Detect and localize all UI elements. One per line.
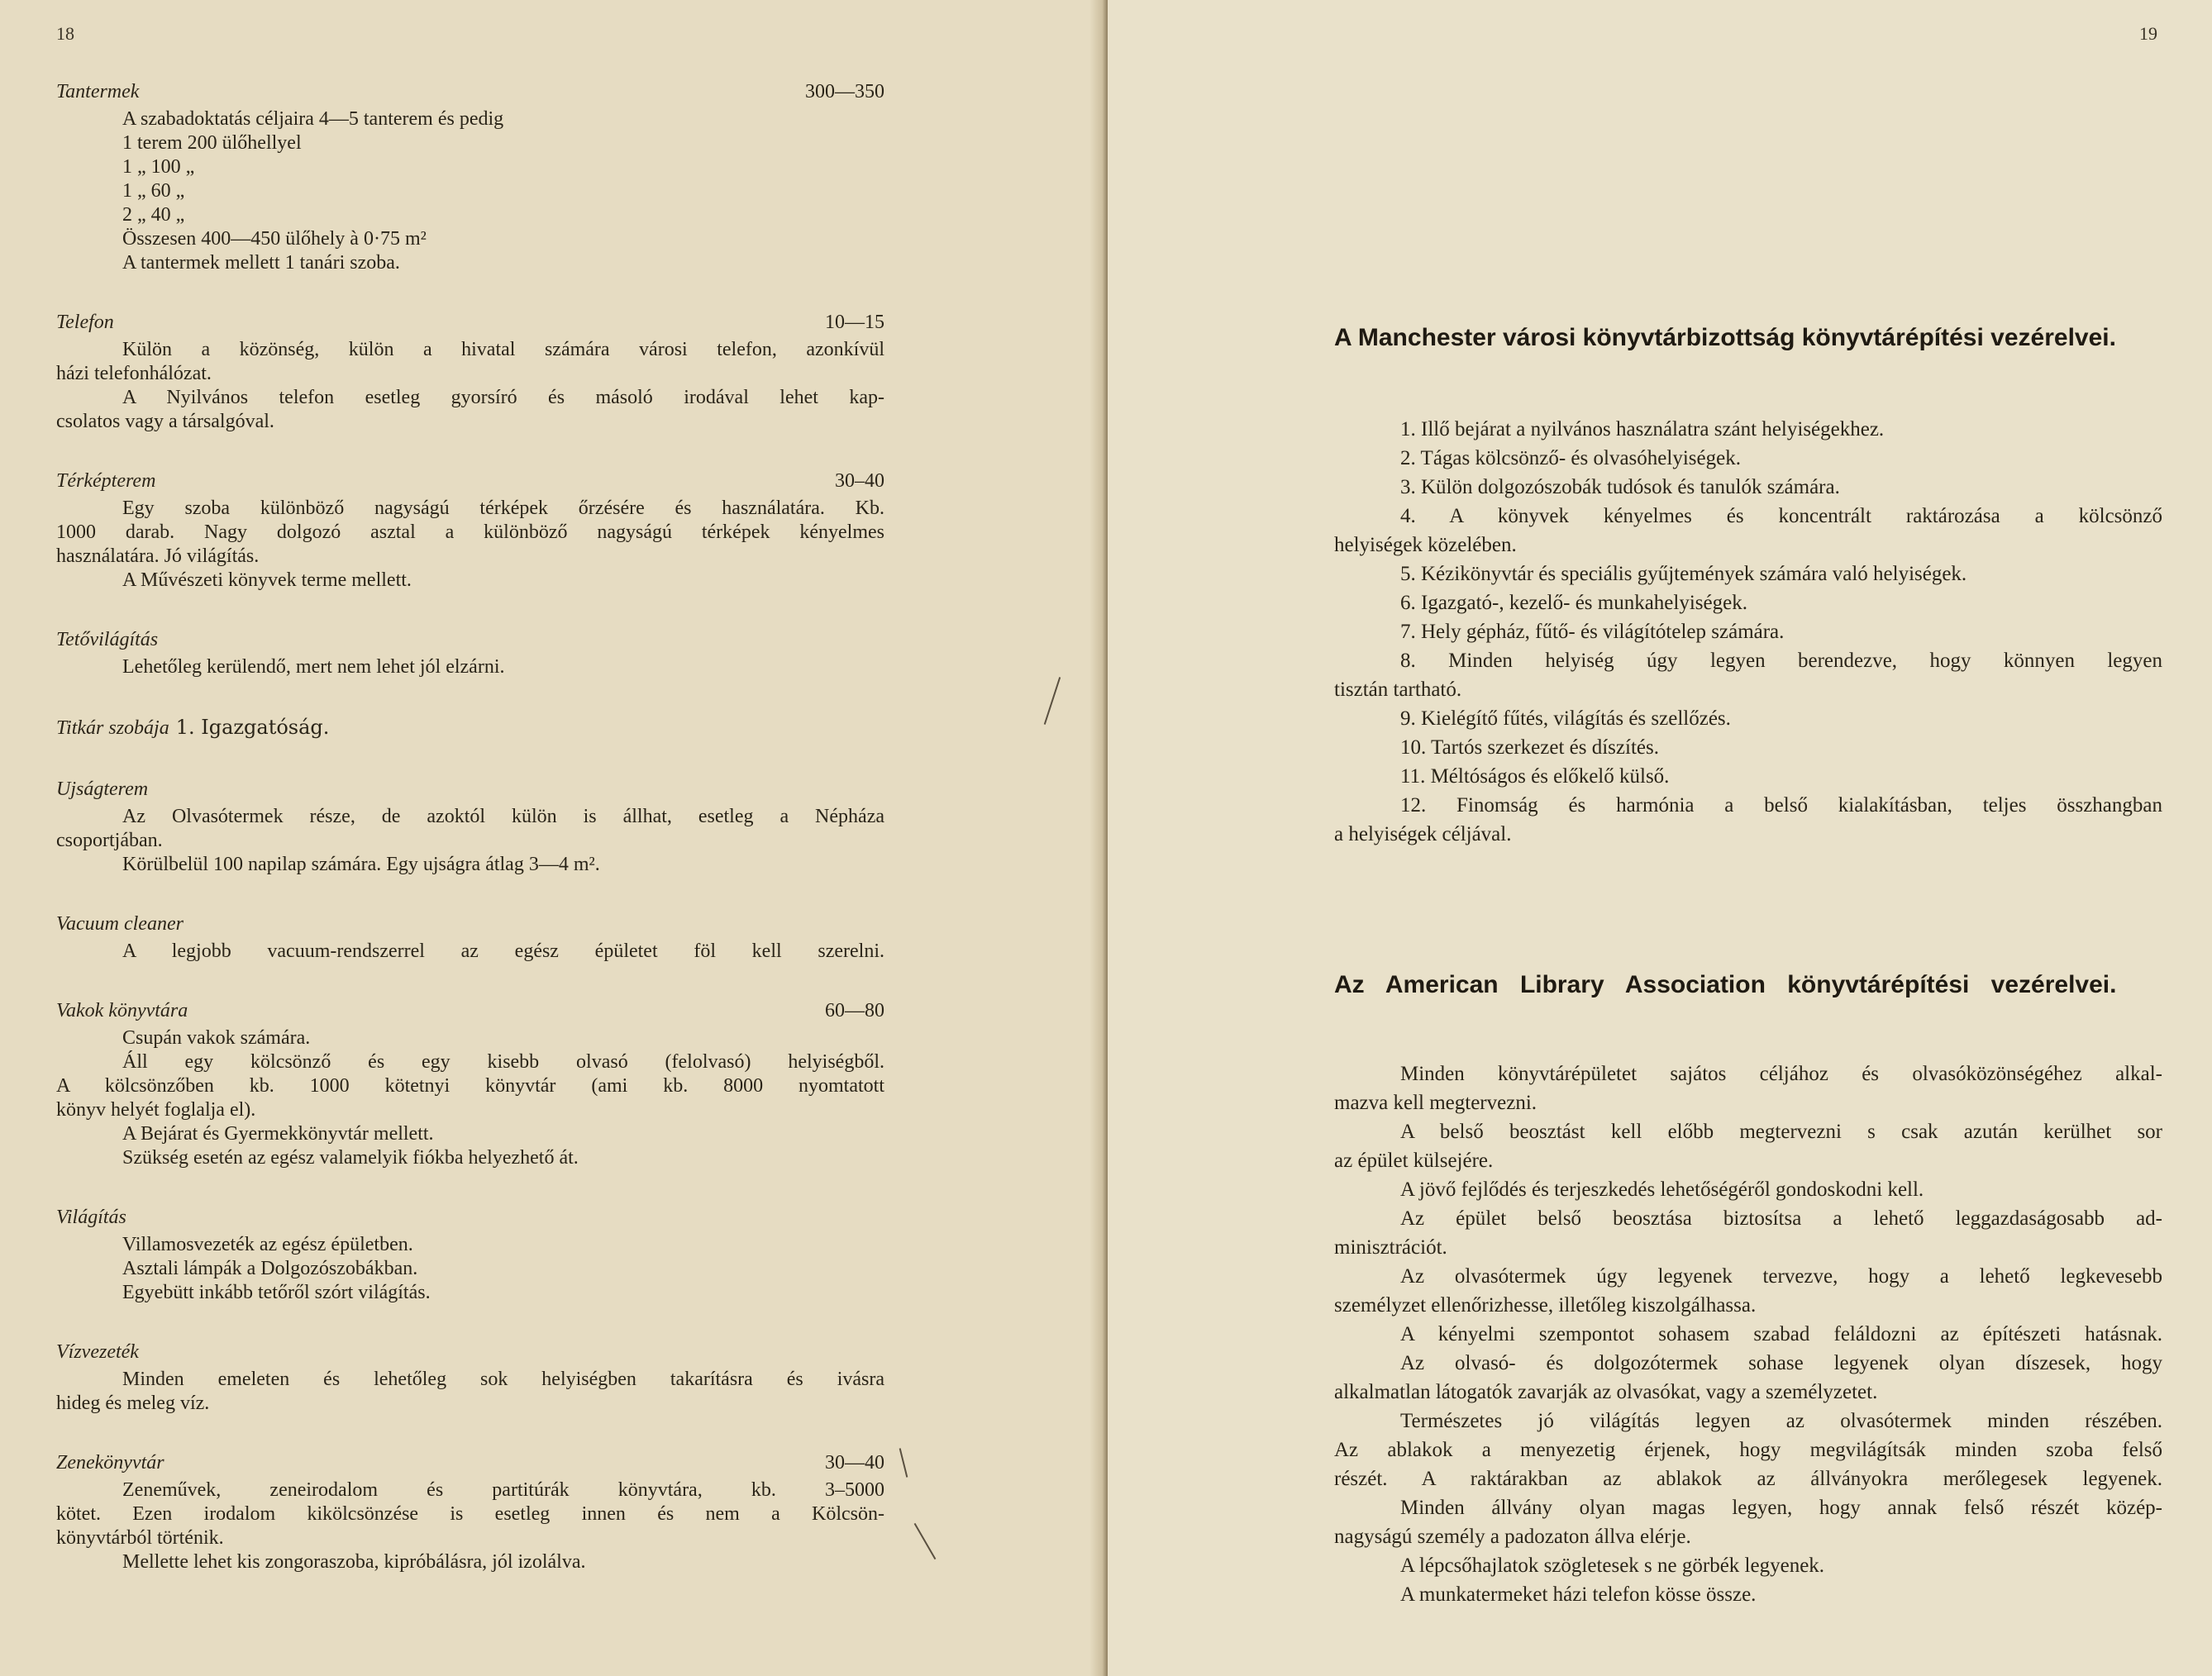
principle-line: személyzet ellenőrizhesse, illetőleg kiszolgálhassa. <box>1334 1294 1757 1317</box>
entry-header <box>56 716 884 742</box>
principle-line: nagyságú személy a padozaton állva elérje. <box>1334 1526 1691 1548</box>
entry-text-line: 1000 darab. Nagy dolgozó asztal a különböző nagyságú térképek kényelmes <box>56 521 884 543</box>
entry-title: Ujságterem <box>56 778 149 800</box>
principle-line: 3. Külön dolgozószobák tudósok és tanulók számára. <box>1400 476 1840 498</box>
entry-text-line: Mellette lehet kis zongoraszoba, kipróbálásra, jól izolálva. <box>122 1551 586 1573</box>
entry-text-line: házi telefonhálózat. <box>56 363 212 384</box>
entry-text-line: Egy szoba különböző nagyságú térképek őrzésére és használatára. Kb. <box>122 498 884 519</box>
entry-title: Titkár szobája <box>56 717 169 739</box>
principle-line: A kényelmi szempontot sohasem szabad feláldozni az építészeti hatásnak. <box>1400 1323 2162 1345</box>
principle-line: alkalmatlan látogatók zavarják az olvasókat, vagy a személyzetet. <box>1334 1381 1878 1403</box>
glossary-entry <box>56 470 884 593</box>
entry-area-value: 30–40 <box>835 470 884 492</box>
entry-header <box>56 913 884 940</box>
entry-text-line: 1 „ 60 „ <box>122 180 185 202</box>
page-number-right: 19 <box>2139 23 2157 44</box>
principle-line: helyiségek közelében. <box>1334 534 1517 556</box>
entry-text-line: könyvtárból történik. <box>56 1527 224 1549</box>
glossary-entry <box>56 1452 884 1574</box>
principle-line: minisztrációt. <box>1334 1236 1447 1259</box>
entry-text-line: Minden emeleten és lehetőleg sok helyiségben takarításra és ivásra <box>122 1369 884 1390</box>
entry-text-line: 1 „ 100 „ <box>122 156 195 178</box>
entry-title: Telefon <box>56 312 114 333</box>
principle-line: 2. Tágas kölcsönző- és olvasóhelyiségek. <box>1400 447 1741 469</box>
entry-text-line: Asztali lámpák a Dolgozószobákban. <box>122 1258 418 1279</box>
principle-line: az épület külsejére. <box>1334 1150 1494 1172</box>
principle-line: A lépcsőhajlatok szögletesek s ne görbék legyenek. <box>1400 1555 1825 1577</box>
principle-line: mazva kell megtervezni. <box>1334 1092 1537 1114</box>
glossary-entry <box>56 778 884 877</box>
glossary-entry <box>56 1207 884 1305</box>
glossary-entry <box>56 312 884 434</box>
entry-text-line: Zeneművek, zeneirodalom és partitúrák könyvtára, kb. 3–5000 <box>122 1479 884 1501</box>
glossary-entries <box>56 81 884 1574</box>
principle-line: Az olvasó- és dolgozótermek sohase legyenek olyan díszesek, hogy <box>1400 1352 2162 1374</box>
glossary-entry <box>56 1341 884 1416</box>
entry-text-line: A szabadoktatás céljaira 4—5 tanterem és pedig <box>122 108 504 130</box>
entry-text-line: Áll egy kölcsönző és egy kisebb olvasó (felolvasó) helyiségből. <box>122 1051 884 1073</box>
entry-text-line: Egyebütt inkább tetőről szórt világítás. <box>122 1282 431 1303</box>
glossary-entry <box>56 81 884 275</box>
principle-line: 9. Kielégítő fűtés, világítás és szellőzés. <box>1400 707 1731 730</box>
entry-text-line: A tantermek mellett 1 tanári szoba. <box>122 252 400 274</box>
entry-area-value: 30—40 <box>825 1452 884 1474</box>
entry-text-line: A Bejárat és Gyermekkönyvtár mellett. <box>122 1123 434 1145</box>
entry-area-value: 10—15 <box>825 312 884 333</box>
entry-title: Vízvezeték <box>56 1341 139 1363</box>
entry-inline-text: 1. Igazgatóság. <box>175 716 330 739</box>
entry-title: Tantermek <box>56 81 140 102</box>
entry-text-line: csolatos vagy a társalgóval. <box>56 411 274 432</box>
entry-area-value: 300—350 <box>805 81 884 102</box>
left-page <box>0 0 1104 1676</box>
entry-text-line: Villamosvezeték az egész épületben. <box>122 1234 413 1255</box>
page-number-left: 18 <box>56 23 74 44</box>
principle-line: Az olvasótermek úgy legyenek tervezve, hogy a lehető legkevesebb <box>1400 1265 2162 1288</box>
principle-line: 6. Igazgató-, kezelő- és munkahelyiségek. <box>1400 592 1747 614</box>
entry-title: Tetővilágítás <box>56 629 159 650</box>
entry-header <box>56 1452 884 1478</box>
principle-line: Természetes jó világítás legyen az olvasótermek minden részében. <box>1400 1410 2162 1432</box>
principle-line: A belső beosztást kell előbb megtervezni s csak azután kerülhet sor <box>1400 1121 2162 1143</box>
principle-line: Az ablakok a menyezetig érjenek, hogy megvilágítsák minden szoba felső <box>1334 1439 2162 1461</box>
glossary-entry <box>56 913 884 964</box>
entry-text-line: A kölcsönzőben kb. 1000 kötetnyi könyvtár (ami kb. 8000 nyomtatott <box>56 1075 884 1097</box>
entry-text-line: Csupán vakok számára. <box>122 1027 311 1049</box>
entry-text-line: A Művészeti könyvek terme mellett. <box>122 569 412 591</box>
entry-text-line: hideg és meleg víz. <box>56 1393 210 1414</box>
entry-title: Világítás <box>56 1207 126 1228</box>
entry-text-line: Szükség esetén az egész valamelyik fiókba helyezhető át. <box>122 1147 579 1169</box>
principle-line: 5. Kézikönyvtár és speciális gyűjtemények számára való helyiségek. <box>1400 563 1967 585</box>
entry-header <box>56 470 884 497</box>
principle-line: részét. A raktárakban az ablakok az állványokra merőlegesek legyenek. <box>1334 1468 2162 1490</box>
principle-line: A jövő fejlődés és terjeszkedés lehetőségéről gondoskodni kell. <box>1400 1178 1924 1201</box>
principle-line: a helyiségek céljával. <box>1334 823 1512 845</box>
ala-principles-text <box>1334 1059 2162 1609</box>
entry-title: Vacuum cleaner <box>56 913 184 935</box>
entry-header <box>56 1341 884 1368</box>
principle-line: 1. Illő bejárat a nyilvános használatra szánt helyiségekhez. <box>1400 418 1885 440</box>
entry-text-line: 2 „ 40 „ <box>122 204 185 226</box>
entry-header <box>56 312 884 338</box>
principle-line: A munkatermeket házi telefon kösse össze. <box>1400 1583 1757 1606</box>
ala-heading: Az American Library Association könyvtárépítési vezérelvei. <box>1334 971 2117 998</box>
manchester-heading: A Manchester városi könyvtárbizottság könyvtárépítési vezérelvei. <box>1334 324 2116 351</box>
entry-text-line: csoportjában. <box>56 830 163 851</box>
entry-header <box>56 629 884 655</box>
entry-text-line: Körülbelül 100 napilap számára. Egy ujságra átlag 3—4 m². <box>122 854 600 875</box>
principle-line: 12. Finomság és harmónia a belső kialakításban, teljes összhangban <box>1400 794 2162 817</box>
principle-line: 7. Hely gépház, fűtő- és világítótelep számára. <box>1400 621 1785 643</box>
entry-text-line: 1 terem 200 ülőhellyel <box>122 132 302 154</box>
principle-line: tisztán tartható. <box>1334 678 1462 701</box>
entry-text-line: könyv helyét foglalja el). <box>56 1099 256 1121</box>
glossary-entry <box>56 716 884 742</box>
entry-header <box>56 1207 884 1233</box>
entry-text-line: Lehetőleg kerülendő, mert nem lehet jól elzárni. <box>122 656 505 678</box>
principle-line: 4. A könyvek kényelmes és koncentrált raktározása a kölcsönző <box>1400 505 2162 527</box>
entry-text-line: kötet. Ezen irodalom kikölcsönzése is esetleg innen és nem a Kölcsön- <box>56 1503 884 1525</box>
principle-line: 10. Tartós szerkezet és díszítés. <box>1400 736 1659 759</box>
entry-title: Térképterem <box>56 470 156 492</box>
entry-header <box>56 778 884 805</box>
glossary-entry <box>56 1000 884 1170</box>
entry-title: Vakok könyvtára <box>56 1000 188 1021</box>
entry-text-line: használatára. Jó világítás. <box>56 545 260 567</box>
principle-line: Minden állvány olyan magas legyen, hogy annak felső részét közép- <box>1400 1497 2162 1519</box>
entry-header <box>56 81 884 107</box>
entry-text-line: Az Olvasótermek része, de azoktól külön is állhat, esetleg a Népháza <box>122 806 884 827</box>
principle-line: 11. Méltóságos és előkelő külső. <box>1400 765 1670 788</box>
manchester-principles-list <box>1334 415 2162 849</box>
principle-line: Minden könyvtárépületet sajátos céljához és olvasóközönségéhez alkal- <box>1400 1063 2162 1085</box>
glossary-entry <box>56 629 884 679</box>
entry-area-value: 60—80 <box>825 1000 884 1021</box>
entry-text-line: A legjobb vacuum-rendszerrel az egész épületet föl kell szerelni. <box>122 940 884 962</box>
entry-title: Zenekönyvtár <box>56 1452 164 1474</box>
principle-line: 8. Minden helyiség úgy legyen berendezve, hogy könnyen legyen <box>1400 650 2162 672</box>
entry-header <box>56 1000 884 1026</box>
entry-text-line: Összesen 400—450 ülőhely à 0·75 m² <box>122 228 427 250</box>
principle-line: Az épület belső beosztása biztosítsa a lehető leggazdaságosabb ad- <box>1400 1207 2162 1230</box>
entry-text-line: Külön a közönség, külön a hivatal számára városi telefon, azonkívül <box>122 339 884 360</box>
entry-text-line: A Nyilvános telefon esetleg gyorsíró és másoló irodával lehet kap- <box>122 387 884 408</box>
